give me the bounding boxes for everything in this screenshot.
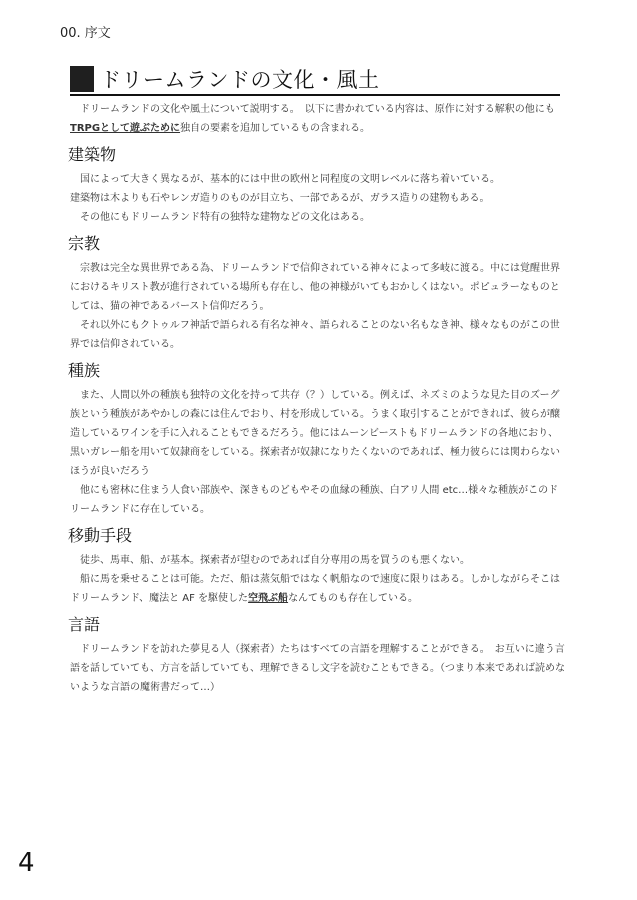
page-title-bar [70, 64, 560, 96]
title-marker-block [70, 66, 94, 92]
architecture-paragraph-1: 国によって大きく異なるが、基本的には中世の欧州と同程度の文明レベルに落ち着いている。 [80, 174, 500, 185]
transport-text-after: なんてものも存在している。 [288, 593, 419, 604]
section-heading-transport: 移動手段 [68, 526, 133, 545]
transport-paragraph-2 [70, 570, 565, 608]
document-body [70, 100, 565, 697]
page-title: ドリームランドの文化・風土 [100, 68, 380, 92]
intro-text-after: 独自の要素を追加しているもの含まれる。 [180, 123, 371, 134]
language-paragraph-1: ドリームランドを訪れた夢見る人（探索者）たちはすべての言語を理解することができる。 お互いに違う言語を話していても、方言を話していても、理解できるし文字を読むこともできる。（つまり本来であれば読めないような言語の魔術書だって…） [70, 644, 565, 693]
races-paragraph-2: 他にも密林に住まう人食い部族や、深きものどもやその血縁の種族、白アリ人間 etc…様々な種族がこのドリームランドに存在している。 [70, 485, 559, 515]
intro-emphasis: TRPGとして遊ぶために [70, 123, 181, 134]
transport-text-before: 船に馬を乗せることは可能。ただ、船は蒸気船ではなく帆船なので速度に限りはある。しかしながらそこはドリームランド、魔法と AF を駆使した [70, 574, 560, 604]
architecture-paragraph-2: 建築物は木よりも石やレンガ造りのものが目立ち、一部であるが、ガラス造りの建物もある。 [70, 193, 490, 204]
religion-paragraph-2: それ以外にもクトゥルフ神話で語られる有名な神々、語られることのない名もなき神、様々なものがこの世界では信仰されている。 [70, 320, 560, 350]
chapter-header: 00. 序文 [60, 26, 111, 41]
races-paragraph-1: また、人間以外の種族も独特の文化を持って共存（？）している。例えば、ネズミのような見た目のズーグ族という種族があやかしの森には住んでおり、村を形成している。うまく取引することができれば、彼らが醸造しているワインを手に入れることもできるだろう。他にはムーンビーストもドリームランドの各地におり、黒いガレー船を用いて奴隷商をしている。探索者が奴隷になりたくないのであれば、極力彼らには関わらないほうが良いだろう [70, 390, 560, 477]
transport-emphasis: 空飛ぶ船 [248, 593, 289, 604]
page-number: 4 [18, 848, 35, 878]
section-heading-religion: 宗教 [68, 234, 101, 253]
section-heading-architecture: 建築物 [68, 145, 117, 164]
intro-paragraph [70, 100, 565, 138]
section-heading-language: 言語 [68, 615, 101, 634]
section-heading-races: 種族 [68, 361, 101, 380]
architecture-paragraph-3: その他にもドリームランド特有の独特な建物などの文化はある。 [80, 212, 370, 223]
transport-paragraph-1: 徒歩、馬車、船、が基本。探索者が望むのであれば自分専用の馬を買うのも悪くない。 [80, 555, 470, 566]
intro-text-before: ドリームランドの文化や風土について説明する。 以下に書かれている内容は、原作に対する解釈の他にも [80, 104, 555, 115]
religion-paragraph-1: 宗教は完全な異世界である為、ドリームランドで信仰されている神々によって多岐に渡る。中には覚醒世界におけるキリスト教が進行されている場所も存在し、他の神様がいてもおかしくはない。ポピュラーなものとしては、猫の神であるバースト信仰だろう。 [70, 263, 560, 312]
